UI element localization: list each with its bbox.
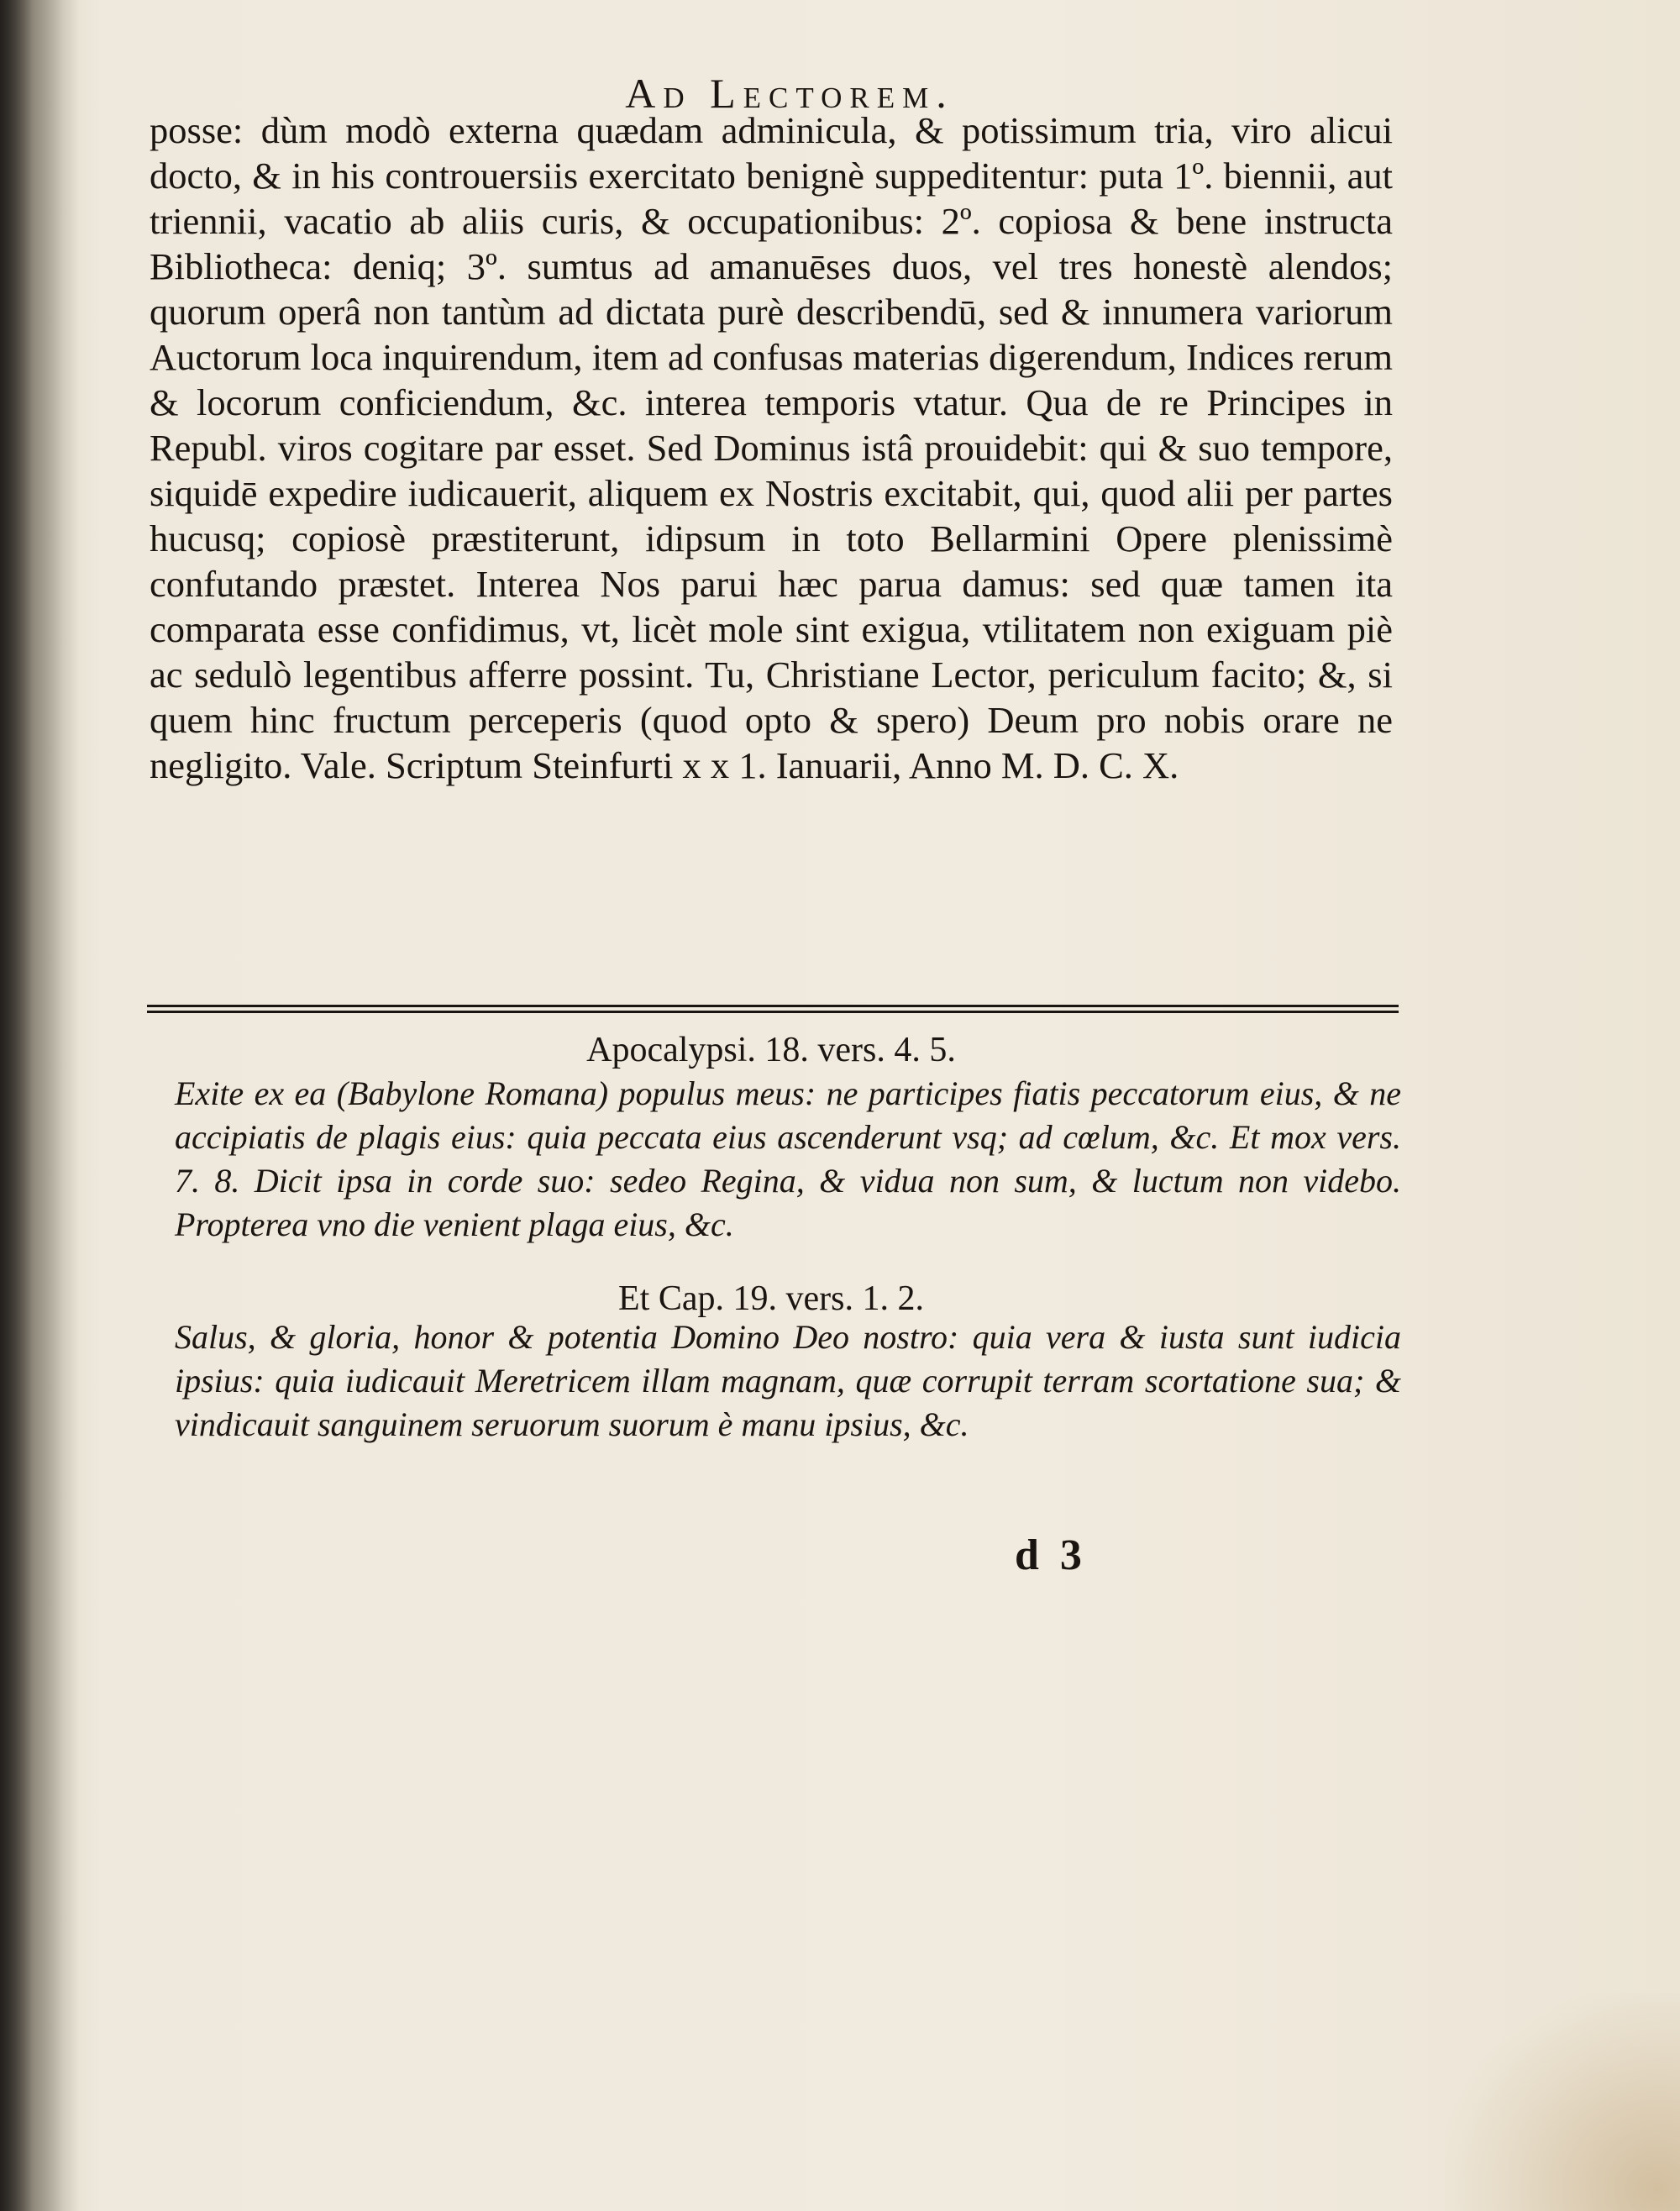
scripture-quotation: Salus, & gloria, honor & potentia Domino Deo nostro: quia vera & iusta sunt iudicia ipsius: quia iudicauit Meretricem illam magnam, quæ corrupit terram scortatione sua; & vindicauit sanguinem seruorum suorum è manu ipsius, &c. — [175, 1318, 1401, 1443]
double-rule — [147, 1005, 1399, 1013]
scripture-reference: Apocalypsi. 18. vers. 4. 5. — [586, 1031, 956, 1069]
scripture-quotation: Exite ex ea (Babylone Romana) populus meus: ne participes fiatis peccatorum eius, & ne accipiatis de plagis eius: quia peccata eius ascenderunt vsq; ad cœlum, &c. Et mox vers. 7. 8. Dicit ipsa in corde suo: sedeo Regina, & vidua non sum, & luctum non videbo. Propterea vno die venient plaga eius, &c. — [175, 1074, 1401, 1243]
binding-shadow — [0, 0, 80, 2211]
main-text — [150, 108, 1393, 788]
main-paragraph: posse: dùm modò externa quædam adminicula, & potissimum tria, viro alicui docto, & in his controuersiis exercitato benignè suppeditentur: puta 1º. biennii, aut triennii, vacatio ab aliis curis, & occupationibus: 2º. copiosa & bene instructa Bibliotheca: deniq; 3º. sumtus ad amanuēses duos, vel tres honestè alendos; quorum operâ non tantùm ad dictata purè describendū, sed & innumera variorum Auctorum loca inquirendum, item ad confusas materias digerendum, Indices rerum & locorum conficiendum, &c. interea temporis vtatur. Qua de re Principes in Republ. viros cogitare par esset. Sed Dominus istâ prouidebit: qui & suo tempore, siquidē expedire iudicauerit, aliquem ex Nostris excitabit, qui, quod alii per partes hucusq; copiosè præstiterunt, idipsum in toto Bellarmini Opere plenissimè confutando præstet. Interea Nos parui hæc parua damus: sed quæ tamen ita comparata esse confidimus, vt, licèt mole sint exigua, vtilitatem non exiguam piè ac sedulò legentibus afferre possint. Tu, Christiane Lector, periculum facito; &, si quem hinc fructum perceperis (quod opto & spero) Deum pro nobis orare ne negligito. Vale. Scriptum Steinfurti x x 1. Ianuarii, Anno M. D. C. X. — [150, 109, 1393, 786]
signature-mark: d 3 — [1015, 1531, 1087, 1579]
page-stain — [1445, 1993, 1680, 2211]
scripture-reference: Et Cap. 19. vers. 1. 2. — [618, 1279, 924, 1318]
running-header: Ad Lectorem. — [625, 70, 954, 117]
